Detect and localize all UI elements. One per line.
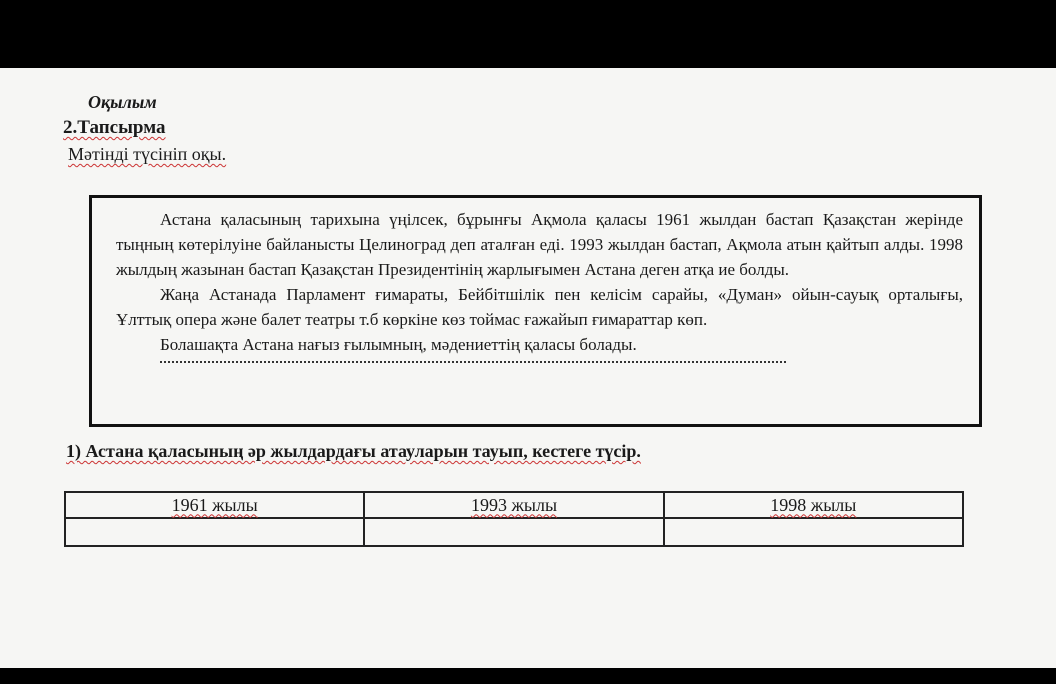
header-1961: 1961 жылы bbox=[171, 494, 258, 515]
task-title: 2.Тапсырма bbox=[63, 117, 166, 138]
answer-table bbox=[64, 491, 964, 547]
table-header-cell bbox=[664, 492, 963, 518]
table-header-cell bbox=[364, 492, 663, 518]
dotted-divider bbox=[160, 361, 786, 363]
reading-paragraph-3: Болашақта Астана нағыз ғылымның, мәдениеттің қаласы болады. bbox=[160, 335, 637, 354]
header-1993: 1993 жылы bbox=[470, 494, 558, 515]
reading-paragraph-1: Астана қаласының тарихына үңілсек, бұрынғы Ақмола қаласы 1961 жылдан бастап Қазақстан жерінде тыңның көтерілуіне байланысты Целиноград деп аталған еді. 1993 жылдан бастап, Ақмола атын қайтып алды. 1998 жылдың жазынан бастап Қазақстан Президентінің жарлығымен Астана деген атқа ие болды. bbox=[116, 210, 963, 279]
answer-cell-1993[interactable] bbox=[364, 518, 663, 546]
instruction-text: Мәтінді түсініп оқы. bbox=[68, 144, 227, 164]
table-header-row bbox=[65, 492, 963, 518]
worksheet-page bbox=[0, 68, 1056, 668]
section-label: Оқылым bbox=[88, 92, 157, 112]
answer-cell-1998[interactable] bbox=[664, 518, 963, 546]
question-text: 1) Астана қаласының әр жылдардағы атауларын тауып, кестеге түсір. bbox=[66, 441, 641, 461]
reading-text-box bbox=[89, 195, 982, 427]
reading-paragraph-2: Жаңа Астанада Парламент ғимараты, Бейбітшілік пен келісім сарайы, «Думан» ойын-сауық орталығы, Ұлттық опера және балет театры т.б көркіне көз тоймас ғажайып ғимараттар көп. bbox=[116, 285, 963, 329]
table-header-cell bbox=[65, 492, 364, 518]
answer-cell-1961[interactable] bbox=[65, 518, 364, 546]
header-1998: 1998 жылы bbox=[770, 494, 857, 515]
table-answer-row bbox=[65, 518, 963, 546]
